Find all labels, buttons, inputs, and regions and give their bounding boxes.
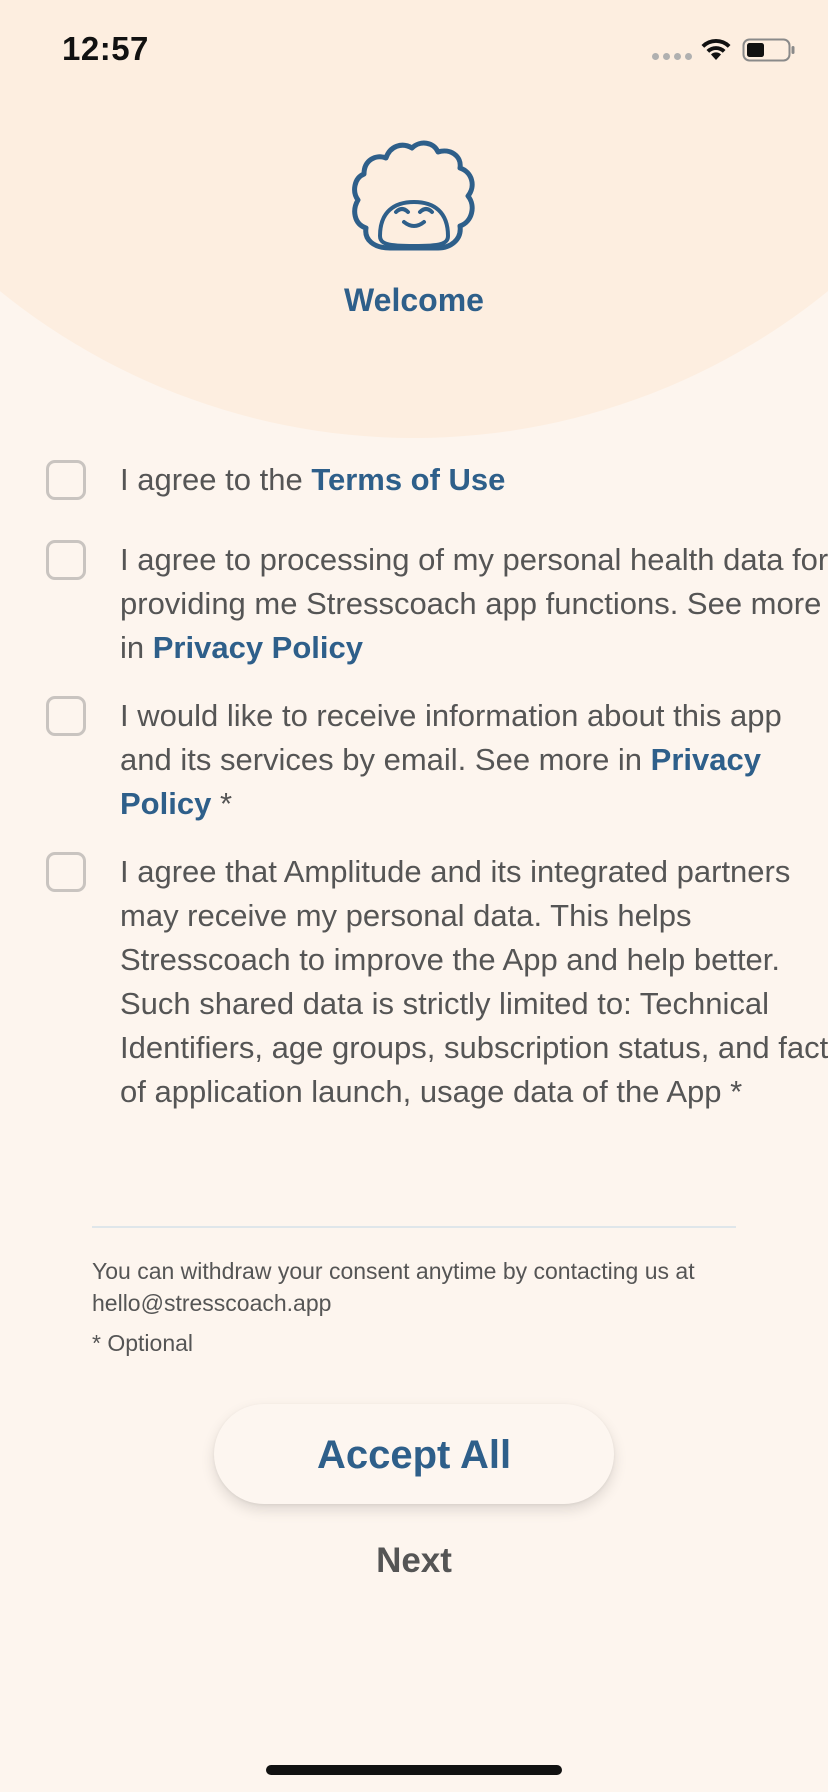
terms-of-use-link[interactable]: Terms of Use xyxy=(311,462,506,497)
withdraw-consent-note: You can withdraw your consent anytime by contacting us at hello@stresscoach.app xyxy=(92,1258,695,1316)
consent-terms-row[interactable] xyxy=(46,458,786,508)
consent-terms-label xyxy=(120,458,828,502)
consent-health-data-text: I agree to processing of my personal health data for providing me Stresscoach app functions. See more in xyxy=(120,542,828,665)
consent-terms-text: I agree to the xyxy=(120,462,312,497)
consent-email-row[interactable] xyxy=(46,694,786,826)
consent-email-text: I would like to receive information about this app and its services by email. See more in xyxy=(120,698,782,777)
optional-marker: * xyxy=(211,786,233,821)
cellular-signal-icon xyxy=(652,53,692,60)
email-checkbox[interactable] xyxy=(46,696,86,736)
status-bar xyxy=(0,0,828,100)
home-indicator xyxy=(266,1765,562,1775)
divider xyxy=(92,1226,736,1228)
accept-all-button[interactable]: Accept All xyxy=(214,1404,614,1504)
page-title: Welcome xyxy=(344,282,484,318)
optional-note: * Optional xyxy=(92,1330,194,1356)
consent-amplitude-label: I agree that Amplitude and its integrated partners may receive my personal data. This helps Stresscoach to improve the App and help better. Such shared data is strictly limited to: Technical Identifiers, age groups, subscription status, and fact of application launch, usage data of the App * xyxy=(120,854,828,1109)
health-data-checkbox[interactable] xyxy=(46,540,86,580)
consent-email-label xyxy=(120,694,828,826)
consent-health-data-label xyxy=(120,538,828,670)
privacy-policy-link[interactable]: Privacy Policy xyxy=(152,630,363,665)
consent-amplitude-row[interactable] xyxy=(46,850,828,1160)
amplitude-checkbox[interactable] xyxy=(46,852,86,892)
battery-icon xyxy=(742,38,796,62)
consent-health-data-row[interactable] xyxy=(46,538,828,670)
next-button[interactable]: Next xyxy=(376,1541,452,1580)
status-time: 12:57 xyxy=(62,30,149,67)
wifi-icon xyxy=(698,36,734,62)
privacy-policy-link[interactable]: Privacy Policy xyxy=(120,742,761,821)
terms-checkbox[interactable] xyxy=(46,460,86,500)
cloud-mascot-icon xyxy=(350,140,478,252)
